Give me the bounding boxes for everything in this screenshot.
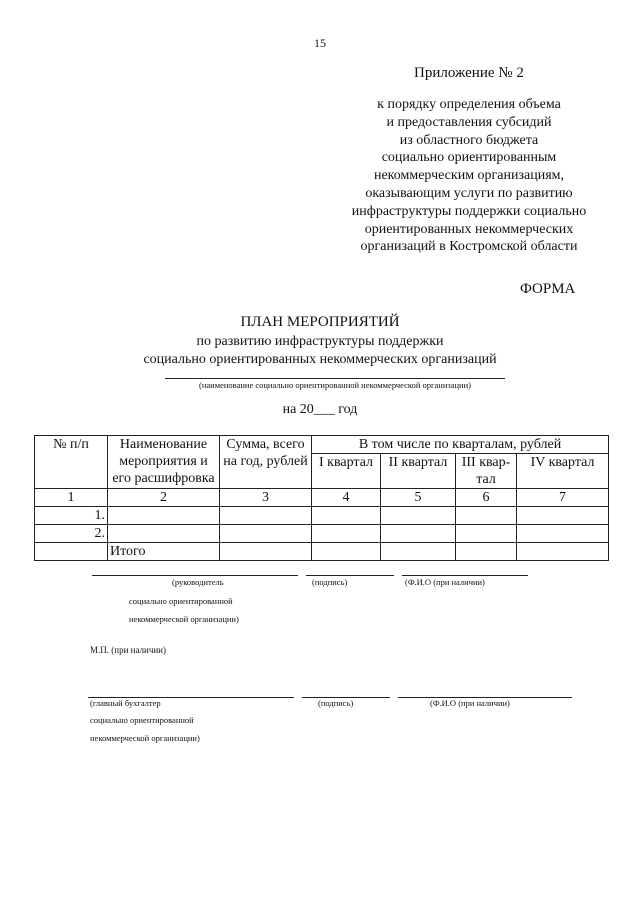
- appendix-line: из областного бюджета: [399, 132, 539, 148]
- appendix-line: инфраструктуры поддержки социально: [351, 203, 587, 219]
- table-cell: [456, 543, 517, 561]
- table-cell: 1: [35, 489, 108, 507]
- table-cell: [220, 525, 312, 543]
- appendix-line: и предоставления субсидий: [386, 114, 552, 130]
- accountant-signature-caption: (подпись): [318, 698, 354, 708]
- header-q4: IV квартал: [517, 454, 609, 489]
- table-cell: 2.: [35, 525, 108, 543]
- table-header-row: [35, 436, 609, 454]
- header-year-sum: Сумма, всего на год, рублей: [220, 436, 312, 489]
- plan-subtitle-line-1: по развитию инфраструктуры поддержки: [196, 334, 444, 349]
- head-position-line: [92, 575, 298, 576]
- organization-name-line: [165, 378, 505, 379]
- head-caption-line-2: социально ориентированной: [129, 596, 233, 606]
- table-cell: [456, 507, 517, 525]
- table-cell: 7: [517, 489, 609, 507]
- stamp-place: М.П. (при наличии): [90, 645, 166, 655]
- appendix-line: некоммерческим организациям,: [373, 168, 565, 184]
- head-caption: (руководитель: [172, 577, 224, 587]
- table-cell: [381, 543, 456, 561]
- head-caption-line-3: некоммерческой организации): [129, 614, 239, 624]
- header-activity-name: Наименование мероприятия и его расшифровка: [108, 436, 220, 489]
- accountant-caption: (главный бухгалтер: [90, 698, 161, 708]
- head-fio-line: [402, 575, 528, 576]
- plan-table: [34, 435, 609, 561]
- form-label: ФОРМА: [520, 281, 576, 297]
- table-cell: 4: [312, 489, 381, 507]
- table-cell: [312, 507, 381, 525]
- plan-year: на 20___ год: [282, 402, 358, 417]
- table-cell: [517, 525, 609, 543]
- table-cell: [456, 525, 517, 543]
- appendix-line: к порядку определения объема: [377, 97, 561, 112]
- table-cell: [517, 543, 609, 561]
- appendix-line: социально ориентированным: [381, 150, 557, 166]
- appendix-line: организаций в Костромской области: [360, 239, 578, 255]
- header-q1: I квартал: [312, 454, 381, 489]
- plan-title: ПЛАН МЕРОПРИЯТИЙ: [240, 314, 400, 330]
- table-cell: [108, 507, 220, 525]
- table-cell: 3: [220, 489, 312, 507]
- table-cell: [220, 543, 312, 561]
- page-number: 15: [314, 36, 326, 50]
- accountant-caption-line-3: некоммерческой организации): [90, 733, 200, 743]
- table-cell: [35, 543, 108, 561]
- header-q3: III квар-тал: [456, 454, 517, 489]
- header-number: № п/п: [35, 436, 108, 489]
- table-row: [35, 489, 609, 507]
- table-cell: [312, 543, 381, 561]
- accountant-caption-line-2: социально ориентированной: [90, 715, 194, 725]
- table-cell: 2: [108, 489, 220, 507]
- appendix-title: Приложение № 2: [414, 65, 524, 81]
- plan-subtitle-line-2: социально ориентированных некоммерческих организаций: [143, 352, 497, 367]
- plan-subtitle: [0, 333, 640, 369]
- table-cell: [381, 507, 456, 525]
- table-cell: [220, 507, 312, 525]
- table-cell: 5: [381, 489, 456, 507]
- header-q2: II квартал: [381, 454, 456, 489]
- table-cell: 6: [456, 489, 517, 507]
- head-signature-line: [306, 575, 394, 576]
- accountant-fio-caption: (Ф.И.О (при наличии): [430, 698, 510, 708]
- table-cell: [381, 525, 456, 543]
- organization-name-caption: (наименование социально ориентированной некоммерческой организации): [199, 380, 471, 390]
- table-row: [35, 543, 609, 561]
- appendix-line: ориентированных некоммерческих: [364, 221, 574, 237]
- table-cell: [108, 525, 220, 543]
- table-cell: [517, 507, 609, 525]
- head-fio-caption: (Ф.И.О (при наличии): [405, 577, 485, 587]
- table-cell: [312, 525, 381, 543]
- table-row: [35, 507, 609, 525]
- appendix-line: оказывающим услуги по развитию: [365, 185, 573, 201]
- table-row: [35, 525, 609, 543]
- appendix-reference: [330, 96, 608, 256]
- header-quarters: В том числе по кварталам, рублей: [312, 436, 609, 454]
- table-cell: 1.: [35, 507, 108, 525]
- head-signature-caption: (подпись): [312, 577, 348, 587]
- table-cell: Итого: [108, 543, 220, 561]
